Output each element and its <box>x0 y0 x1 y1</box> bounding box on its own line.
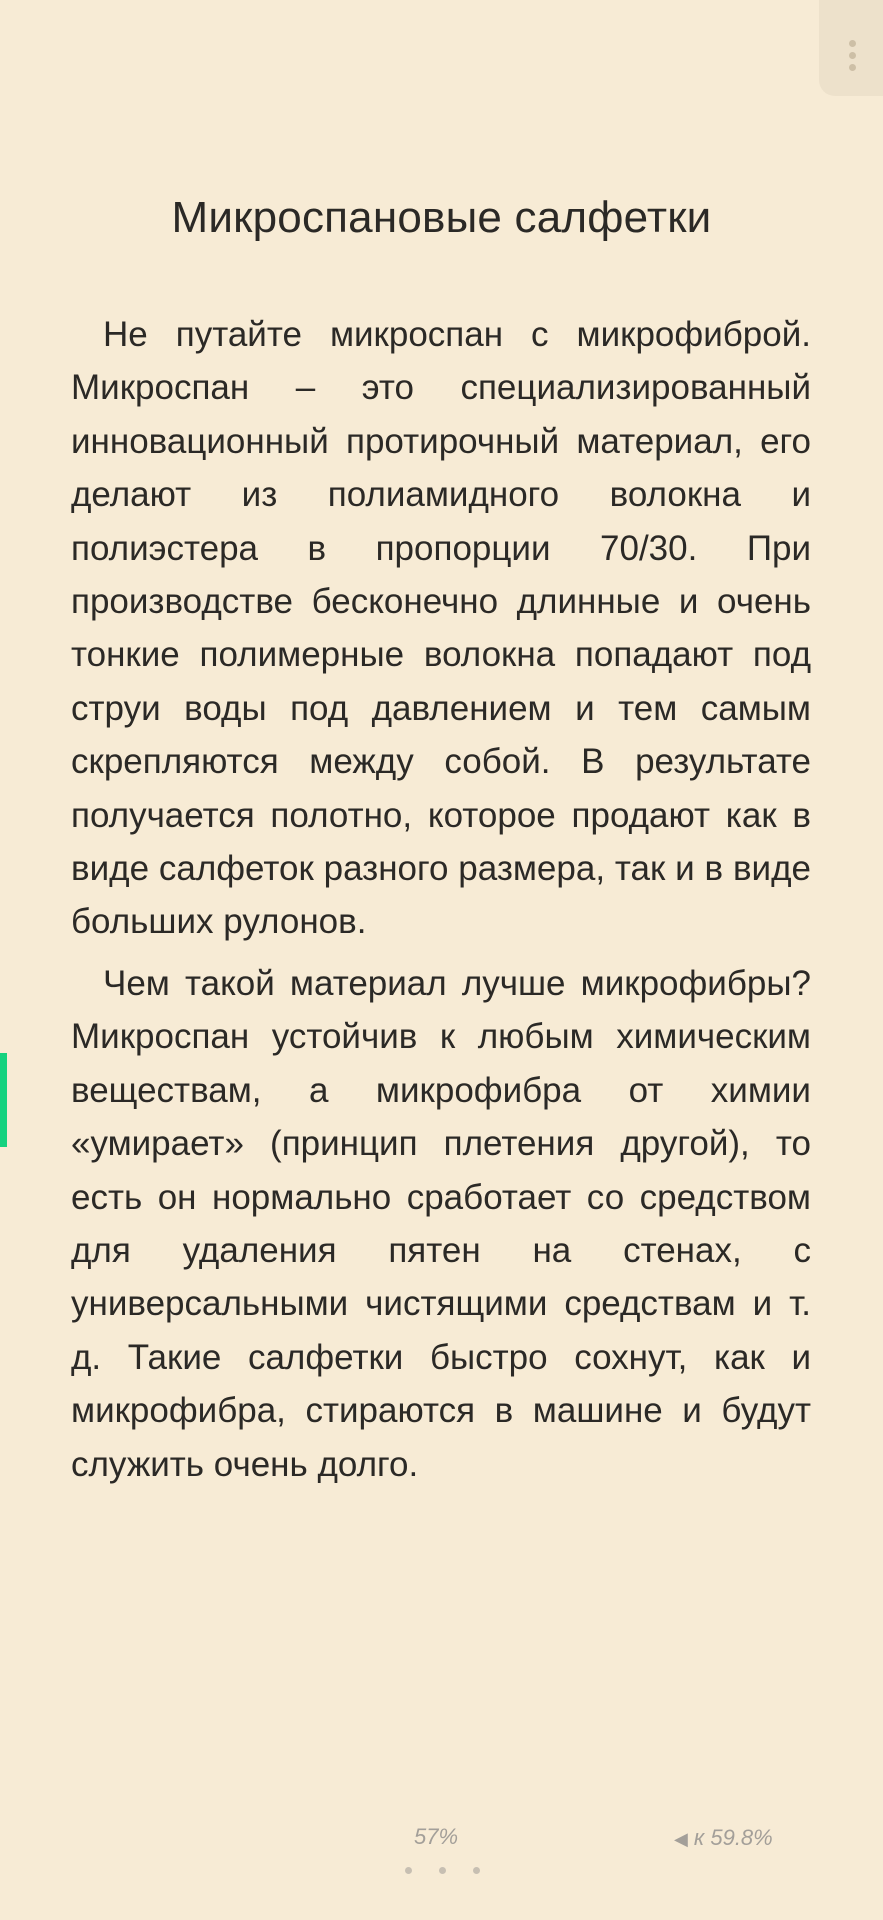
reader-footer <box>0 1824 883 1884</box>
back-to-position-link[interactable] <box>674 1825 773 1851</box>
page-indicator-dots <box>405 1861 507 1879</box>
back-link-label: к 59.8% <box>693 1825 773 1850</box>
vertical-dots-icon <box>849 40 856 76</box>
triangle-left-icon: ◀ <box>674 1829 688 1849</box>
page-dot <box>405 1867 412 1874</box>
chapter-title: Микроспановые салфетки <box>171 193 712 242</box>
reading-progress: 57% <box>414 1824 459 1849</box>
reading-position-marker <box>0 1053 7 1147</box>
page-dot <box>473 1867 480 1874</box>
chapter-body <box>71 308 811 1499</box>
page-dot <box>439 1867 446 1874</box>
reader-menu-button[interactable] <box>819 0 883 96</box>
paragraph-1: Не путайте микроспан с микрофиброй. Микроспан – это специализированный инновационный протирочный материал, его делают из полиамидного волокна и полиэстера в пропорции 70/30. При производстве бесконечно длинные и очень тонкие полимерные волокна попадают под струи воды под давлением и тем самым скрепляются между собой. В результате получается полотно, которое продают как в виде салфеток разного размера, так и в виде больших рулонов. <box>71 315 811 942</box>
paragraph-2: Чем такой материал лучше микрофибры? Микроспан устойчив к любым химическим веществам, а микрофибра от химии «умирает» (принцип плетения другой), то есть он нормально сработает со средством для удаления пятен на стенах, с универсальными чистящими средствам и т. д. Такие салфетки быстро сохнут, как и микрофибра, стираются в машине и будут служить очень долго. <box>71 963 811 1484</box>
